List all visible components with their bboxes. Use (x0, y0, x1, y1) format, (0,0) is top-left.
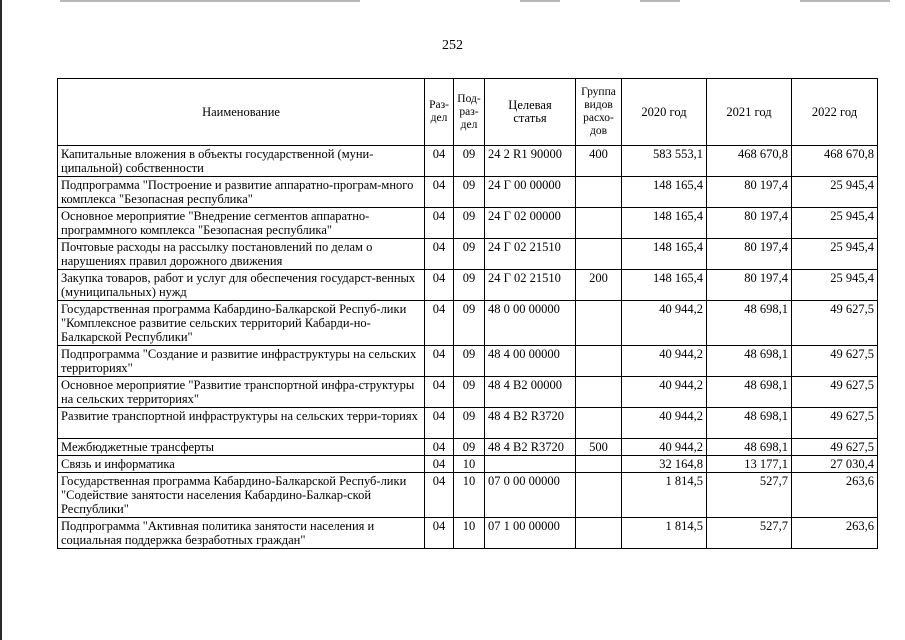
row-2020: 40 944,2 (622, 377, 707, 408)
row-2021: 48 698,1 (707, 439, 792, 456)
row-2022: 49 627,5 (792, 439, 878, 456)
row-2022: 49 627,5 (792, 346, 878, 377)
row-2021: 48 698,1 (707, 301, 792, 346)
row-section: 04 (425, 146, 454, 177)
row-2021: 527,7 (707, 473, 792, 518)
row-section: 04 (425, 473, 454, 518)
row-group (576, 377, 622, 408)
row-2021: 527,7 (707, 518, 792, 549)
row-subsection: 09 (454, 270, 485, 301)
table-header-row (58, 79, 878, 146)
table-row (58, 456, 878, 473)
row-name: Почтовые расходы на рассылку постановлений по делам о нарушениях правил дорожного движения (58, 239, 425, 270)
row-target: 07 1 00 00000 (485, 518, 576, 549)
row-subsection: 09 (454, 377, 485, 408)
header-2022: 2022 год (792, 79, 878, 146)
row-subsection: 09 (454, 146, 485, 177)
table-row (58, 301, 878, 346)
row-section: 04 (425, 177, 454, 208)
row-section: 04 (425, 377, 454, 408)
row-2021: 80 197,4 (707, 177, 792, 208)
row-2021: 48 698,1 (707, 346, 792, 377)
row-2022: 49 627,5 (792, 301, 878, 346)
row-2020: 148 165,4 (622, 239, 707, 270)
row-2022: 25 945,4 (792, 270, 878, 301)
table-row (58, 518, 878, 549)
row-group (576, 208, 622, 239)
row-target: 48 4 B2 00000 (485, 377, 576, 408)
row-2020: 32 164,8 (622, 456, 707, 473)
row-section: 04 (425, 208, 454, 239)
row-group (576, 301, 622, 346)
header-name: Наименование (58, 79, 425, 146)
row-target: 24 2 R1 90000 (485, 146, 576, 177)
row-2022: 468 670,8 (792, 146, 878, 177)
row-name: Основное мероприятие "Развитие транспортной инфра-структуры на сельских территориях" (58, 377, 425, 408)
row-subsection: 09 (454, 239, 485, 270)
table-row (58, 239, 878, 270)
row-2020: 148 165,4 (622, 177, 707, 208)
scan-top-edge (0, 0, 905, 3)
row-name: Развитие транспортной инфраструктуры на сельских терри-ториях (58, 408, 425, 439)
header-2021: 2021 год (707, 79, 792, 146)
row-name: Межбюджетные трансферты (58, 439, 425, 456)
row-subsection: 09 (454, 439, 485, 456)
row-2020: 40 944,2 (622, 301, 707, 346)
scan-left-edge (0, 0, 2, 640)
row-2021: 468 670,8 (707, 146, 792, 177)
row-2021: 48 698,1 (707, 408, 792, 439)
row-target: 48 4 B2 R3720 (485, 439, 576, 456)
table-row (58, 270, 878, 301)
header-expense-group: Группа видов расхо- дов (576, 79, 622, 146)
row-target: 48 4 00 00000 (485, 346, 576, 377)
row-2020: 1 814,5 (622, 473, 707, 518)
row-name: Закупка товаров, работ и услуг для обеспечения государст-венных (муниципальных) нужд (58, 270, 425, 301)
row-2020: 583 553,1 (622, 146, 707, 177)
row-name: Основное мероприятие "Внедрение сегментов аппаратно-программного комплекса "Безопасная республика" (58, 208, 425, 239)
row-name: Государственная программа Кабардино-Балкарской Респуб-лики "Комплексное развитие сельских территорий Кабарди-но-Балкарской Республики" (58, 301, 425, 346)
row-section: 04 (425, 518, 454, 549)
row-group (576, 177, 622, 208)
row-2020: 1 814,5 (622, 518, 707, 549)
row-2022: 263,6 (792, 518, 878, 549)
row-group (576, 473, 622, 518)
row-2021: 80 197,4 (707, 270, 792, 301)
row-section: 04 (425, 301, 454, 346)
table-row (58, 439, 878, 456)
row-2022: 25 945,4 (792, 239, 878, 270)
budget-table (57, 78, 878, 549)
table-row (58, 146, 878, 177)
row-group (576, 408, 622, 439)
row-2022: 25 945,4 (792, 177, 878, 208)
table-row (58, 408, 878, 439)
row-2020: 40 944,2 (622, 346, 707, 377)
row-target: 24 Г 02 21510 (485, 270, 576, 301)
row-subsection: 09 (454, 208, 485, 239)
row-section: 04 (425, 439, 454, 456)
header-2020: 2020 год (622, 79, 707, 146)
row-group (576, 456, 622, 473)
row-section: 04 (425, 346, 454, 377)
row-name: Подпрограмма "Построение и развитие аппаратно-програм-много комплекса "Безопасная республика" (58, 177, 425, 208)
row-2021: 48 698,1 (707, 377, 792, 408)
row-2022: 49 627,5 (792, 377, 878, 408)
row-name: Связь и информатика (58, 456, 425, 473)
row-name: Капитальные вложения в объекты государственной (муни-ципальной) собственности (58, 146, 425, 177)
page-number: 252 (442, 38, 463, 53)
row-2020: 148 165,4 (622, 270, 707, 301)
row-section: 04 (425, 270, 454, 301)
row-target: 24 Г 02 21510 (485, 239, 576, 270)
table-row (58, 208, 878, 239)
row-2022: 263,6 (792, 473, 878, 518)
row-target (485, 456, 576, 473)
row-2021: 13 177,1 (707, 456, 792, 473)
row-subsection: 10 (454, 518, 485, 549)
row-subsection: 09 (454, 408, 485, 439)
row-group (576, 239, 622, 270)
row-subsection: 09 (454, 177, 485, 208)
row-group: 400 (576, 146, 622, 177)
row-target: 48 0 00 00000 (485, 301, 576, 346)
row-subsection: 09 (454, 301, 485, 346)
header-target: Целевая статья (485, 79, 576, 146)
row-2020: 148 165,4 (622, 208, 707, 239)
row-group: 500 (576, 439, 622, 456)
row-2021: 80 197,4 (707, 208, 792, 239)
row-target: 07 0 00 00000 (485, 473, 576, 518)
table-row (58, 346, 878, 377)
row-subsection: 09 (454, 346, 485, 377)
row-subsection: 10 (454, 456, 485, 473)
table-row (58, 473, 878, 518)
row-2022: 25 945,4 (792, 208, 878, 239)
header-section: Раз- дел (425, 79, 454, 146)
row-name: Государственная программа Кабардино-Балкарской Респуб-лики "Содействие занятости населения Кабардино-Балкар-ской Республики" (58, 473, 425, 518)
row-target: 24 Г 00 00000 (485, 177, 576, 208)
row-target: 24 Г 02 00000 (485, 208, 576, 239)
row-section: 04 (425, 408, 454, 439)
row-2022: 27 030,4 (792, 456, 878, 473)
row-subsection: 10 (454, 473, 485, 518)
row-2020: 40 944,2 (622, 408, 707, 439)
table-row (58, 177, 878, 208)
row-2021: 80 197,4 (707, 239, 792, 270)
row-section: 04 (425, 456, 454, 473)
row-name: Подпрограмма "Создание и развитие инфраструктуры на сельских территориях" (58, 346, 425, 377)
row-target: 48 4 B2 R3720 (485, 408, 576, 439)
row-2022: 49 627,5 (792, 408, 878, 439)
row-2020: 40 944,2 (622, 439, 707, 456)
row-group (576, 518, 622, 549)
row-group (576, 346, 622, 377)
row-group: 200 (576, 270, 622, 301)
row-section: 04 (425, 239, 454, 270)
table-row (58, 377, 878, 408)
row-name: Подпрограмма "Активная политика занятости населения и социальная поддержка безработных граждан" (58, 518, 425, 549)
header-subsection: Под- раз- дел (454, 79, 485, 146)
